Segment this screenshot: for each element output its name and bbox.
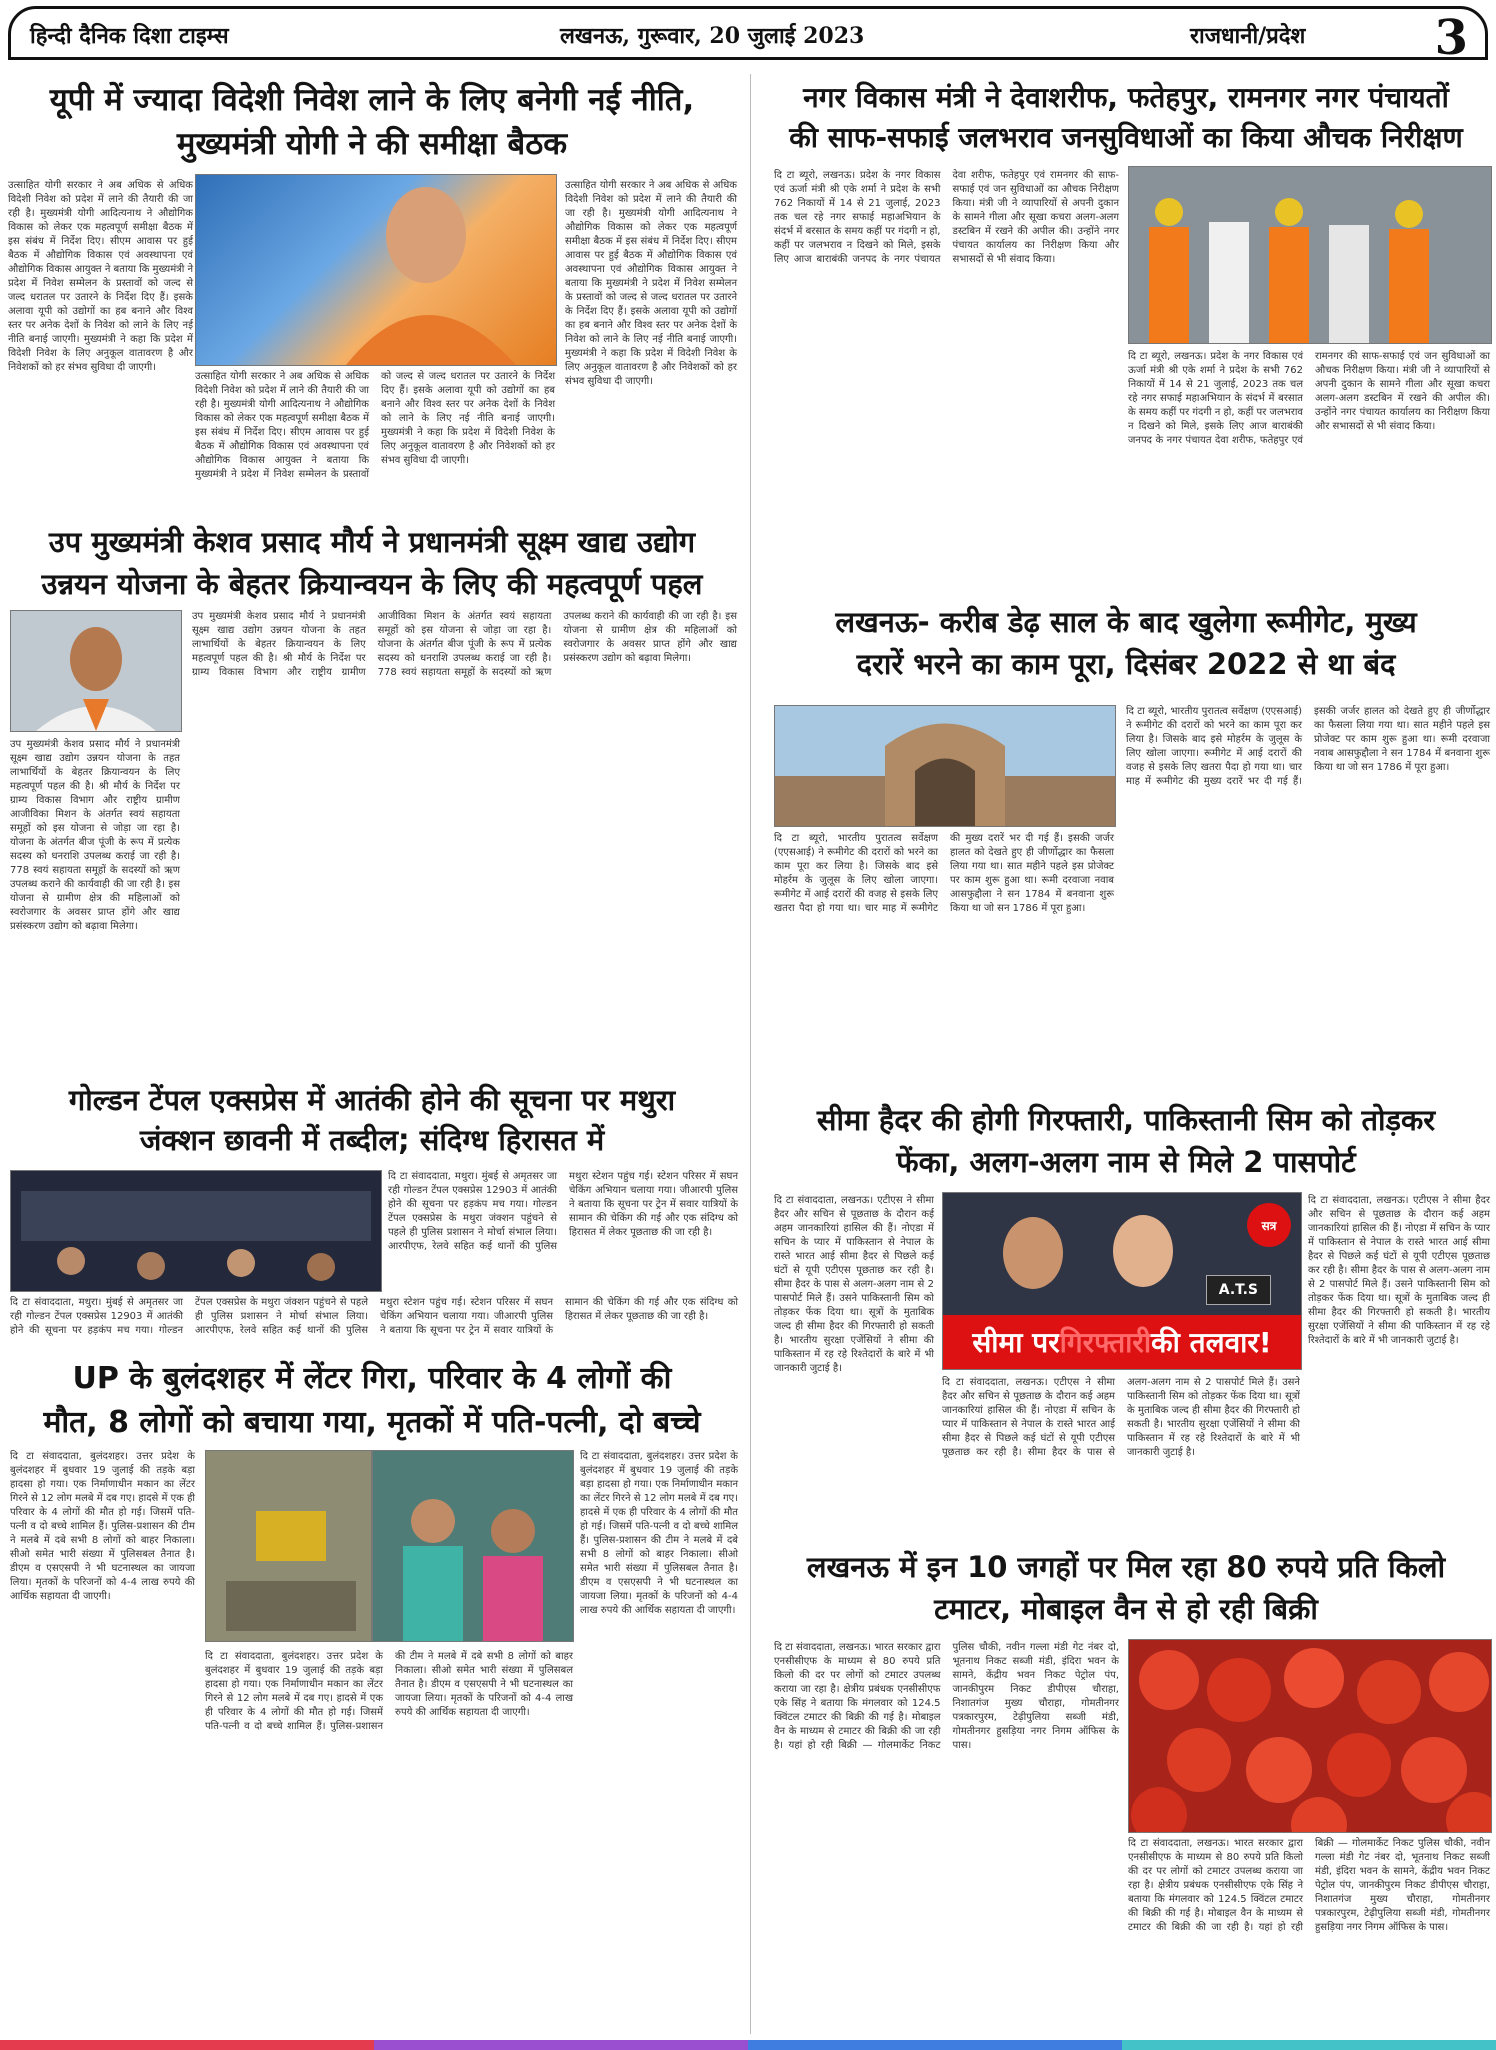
photo-seema-haider (942, 1192, 1302, 1370)
grieving-family-illustration (373, 1451, 573, 1641)
brand-badge: सत्र (1247, 1203, 1291, 1247)
bottom-color-bar (0, 2040, 1496, 2050)
article-body-left: दि टा संवाददाता, लखनऊ। एटीएस ने सीमा हैदर और सचिन से पूछताछ के दौरान कई अहम जानकारियां हासिल की हैं। नोएडा में सचिन के प्यार में पाकिस्तान से नेपाल के रास्ते भारत आई सीमा हैदर से पिछले कई घंटों से यूपी एटीएस पूछताछ कर रही है। सीमा हैदर के पास से अलग-अलग नाम से 2 पासपोर्ट मिले हैं। उसने पाकिस्तानी सिम को तोड़कर फेंक दिया था। सूत्रों के मुताबिक जल्द ही सीमा हैदर की गिरफ्तारी हो सकती है। भारतीय सुरक्षा एजेंसियों ने सीमा की पाकिस्तान में रह रहे रिश्तेदारों के बारे में भी जानकारी जुटाई है। (774, 1195, 934, 1374)
article-bulandshahr (0, 1355, 744, 2040)
article-body-right: दि टा संवाददाता, मथुरा। मुंबई से अमृतसर जा रही गोल्डन टेंपल एक्सप्रेस 12903 में आतंकी होने की सूचना पर हड़कंप मच गया। गोल्डन टेंपल एक्सप्रेस के मथुरा जंक्शन पहुंचने से पहले ही पुलिस प्रशासन ने मोर्चा संभाल लिया। आरपीएफ, रेलवे सहित कई थानों की पुलिस मथुरा स्टेशन पहुंच गई। स्टेशन परिसर में सघन चेकिंग अभियान चलाया गया। जीआरपी पुलिस ने बताया कि सूचना पर ट्रेन में सवार यात्रियों के सामान की चेकिंग की गई और एक संदिग्ध को हिरासत में लेकर पूछताछ की जा रही है। (388, 1171, 738, 1252)
dateline: लखनऊ, गुरूवार, 20 जुलाई 2023 (560, 23, 865, 49)
article-seema-haider (756, 1098, 1496, 1543)
article-body-right: दि टा संवाददाता, बुलंदशहर। उत्तर प्रदेश के बुलंदशहर में बुधवार 19 जुलाई की तड़के बड़ा हादसा हो गया। एक निर्माणाधीन मकान का लेंटर गिरने से 12 लोग मलबे में दब गए। हादसे में एक ही परिवार के 4 लोगों की मौत हो गई। जिसमें पति-पत्नी व दो बच्चे शामिल हैं। पुलिस-प्रशासन की टीम ने मलबे में दबे सभी 8 लोगों को बाहर निकाला। सीओ समेत भारी संख्या में पुलिसबल तैनात है। डीएम व एसएसपी ने भी घटनास्थल का जायजा लिया। मृतकों के परिजनों को 4-4 लाख रुपये की आर्थिक सहायता दी जाएगी। (580, 1451, 738, 1616)
article-body-bottom: दि टा संवाददाता, मथुरा। मुंबई से अमृतसर जा रही गोल्डन टेंपल एक्सप्रेस 12903 में आतंकी होने की सूचना पर हड़कंप मच गया। गोल्डन टेंपल एक्सप्रेस के मथुरा जंक्शन पहुंचने से पहले ही पुलिस प्रशासन ने मोर्चा संभाल लिया। आरपीएफ, रेलवे सहित कई थानों की पुलिस मथुरा स्टेशन पहुंच गई। स्टेशन परिसर में सघन चेकिंग अभियान चलाया गया। जीआरपी पुलिस ने बताया कि सूचना पर ट्रेन में सवार यात्रियों के सामान की चेकिंग की गई और एक संदिग्ध को हिरासत में लेकर पूछताछ की जा रही है। (10, 1297, 738, 1336)
photo-rubble (205, 1450, 372, 1642)
headline-line-2: जंक्शन छावनी में तब्दील; संदिग्ध हिरासत में (139, 1123, 605, 1157)
headline-line-1: सीमा हैदर की होगी गिरफ्तारी, पाकिस्तानी सिम को तोड़कर (816, 1103, 1436, 1137)
paper-name: हिन्दी दैनिक दिशा टाइम्स (30, 23, 229, 49)
rubble-illustration (206, 1451, 371, 1641)
tomatoes-illustration (1129, 1640, 1491, 1832)
page-number: 3 (1434, 10, 1468, 66)
bar-segment-teal (1122, 2040, 1496, 2050)
article-body-right: दि टा संवाददाता, लखनऊ। एटीएस ने सीमा हैदर और सचिन से पूछताछ के दौरान कई अहम जानकारियां हासिल की हैं। नोएडा में सचिन के प्यार में पाकिस्तान से नेपाल के रास्ते भारत आई सीमा हैदर से पिछले कई घंटों से यूपी एटीएस पूछताछ कर रही है। सीमा हैदर के पास से अलग-अलग नाम से 2 पासपोर्ट मिले हैं। उसने पाकिस्तानी सिम को तोड़कर फेंक दिया था। सूत्रों के मुताबिक जल्द ही सीमा हैदर की गिरफ्तारी हो सकती है। भारतीय सुरक्षा एजेंसियों ने सीमा की पाकिस्तान में रह रहे रिश्तेदारों के बारे में भी जानकारी जुटाई है। (1308, 1195, 1490, 1346)
article-maurya (0, 520, 744, 1100)
article-body-right: दि टा ब्यूरो, भारतीय पुरातत्व सर्वेक्षण (एएसआई) ने रूमीगेट की दरारों को भरने का काम पूरा कर लिया है। जिसके बाद इसे मोहर्रम के जुलूस के लिए खोला जाएगा। रूमीगेट में आई दरारों की वजह से इसके लिए खतरा पैदा हो गया था। चार माह में रूमीगेट की मुख्य दरारें भर दी गई हैं। इसकी जर्जर हालत को देखते हुए ही जीर्णोद्धार का फैसला लिया गया था। सात महीने पहले इस प्रोजेक्ट पर काम शुरू हुआ था। रूमी दरवाजा नवाब आसफुद्दौला ने सन 1784 में बनवाना शुरू किया था जो सन 1786 में पूरा हुआ। (1126, 706, 1490, 787)
headline-line-2: मुख्यमंत्री योगी ने की समीक्षा बैठक (176, 126, 568, 162)
headline-line-1: गोल्डन टेंपल एक्सप्रेस में आतंकी होने की सूचना पर मथुरा (68, 1083, 676, 1117)
column-divider (750, 74, 751, 2034)
article-body-right: दि टा ब्यूरो, लखनऊ। प्रदेश के नगर विकास एवं ऊर्जा मंत्री श्री एके शर्मा ने प्रदेश के सभी 762 निकायों में 14 से 21 जुलाई, 2023 तक चल रहे नगर सफाई महाअभियान के संदर्भ में बरसात के समय कहीं पर गंदगी न हो, कहीं पर जलभराव न दिखने को मिले, इसके लिए आज बाराबंकी जनपद के नगर पंचायत देवा शरीफ, फतेहपुर एवं रामनगर की साफ-सफाई एवं जन सुविधाओं का औचक निरीक्षण किया। मंत्री जी ने व्यापारियों से अपनी दुकान के सामने गीला और सूखा कचरा अलग-अलग डस्टबिन में रखने की अपील की। उन्होंने नगर पंचायत कार्यालय का निरीक्षण किया और सभासदों से भी संवाद किया। (1128, 351, 1490, 446)
article-nagar-vikas (756, 74, 1496, 614)
headline-line-2: दरारें भरने का काम पूरा, दिसंबर 2022 से था बंद (856, 647, 1396, 681)
article-body-left: उत्साहित योगी सरकार ने अब अधिक से अधिक विदेशी निवेश को प्रदेश में लाने की तैयारी की जा रही है। मुख्यमंत्री योगी आदित्यनाथ ने औद्योगिक विकास को लेकर एक महत्वपूर्ण समीक्षा बैठक में इस संबंध में निर्देश दिए। सीएम आवास पर हुई बैठक में औद्योगिक विकास एवं अवस्थापना एवं औद्योगिक विकास आयुक्त ने बताया कि मुख्यमंत्री ने प्रदेश में निवेश सम्मेलन के प्रस्तावों को जल्द से जल्द धरातल पर उतारने के निर्देश दिए हैं। इसके अलावा यूपी को उद्योगों का हब बनाने और विश्व स्तर पर अनेक देशों के निवेश को लाने के लिए नई नीति बनाई जाएगी। मुख्यमंत्री ने कहा कि प्रदेश में विदेशी निवेश के लिए अनुकूल वातावरण है और निवेशकों को हर संभव सुविधा दी जाएगी। (8, 180, 194, 373)
article-body-center: उत्साहित योगी सरकार ने अब अधिक से अधिक विदेशी निवेश को प्रदेश में लाने की तैयारी की जा रही है। मुख्यमंत्री योगी आदित्यनाथ ने औद्योगिक विकास को लेकर एक महत्वपूर्ण समीक्षा बैठक में इस संबंध में निर्देश दिए। सीएम आवास पर हुई बैठक में औद्योगिक विकास एवं अवस्थापना एवं औद्योगिक विकास आयुक्त ने बताया कि मुख्यमंत्री ने प्रदेश में निवेश सम्मेलन के प्रस्तावों को जल्द से जल्द धरातल पर उतारने के निर्देश दिए हैं। इसके अलावा यूपी को उद्योगों का हब बनाने और विश्व स्तर पर अनेक देशों के निवेश को लाने के लिए नई नीति बनाई जाएगी। मुख्यमंत्री ने कहा कि प्रदेश में विदेशी निवेश के लिए अनुकूल वातावरण है और निवेशकों को हर संभव सुविधा दी जाएगी। (195, 371, 555, 480)
article-body-center: दि टा संवाददाता, बुलंदशहर। उत्तर प्रदेश के बुलंदशहर में बुधवार 19 जुलाई की तड़के बड़ा हादसा हो गया। एक निर्माणाधीन मकान का लेंटर गिरने से 12 लोग मलबे में दब गए। हादसे में एक ही परिवार के 4 लोगों की मौत हो गई। जिसमें पति-पत्नी व दो बच्चे शामिल हैं। पुलिस-प्रशासन की टीम ने मलबे में दबे सभी 8 लोगों को बाहर निकाला। सीओ समेत भारी संख्या में पुलिसबल तैनात है। डीएम व एसएसपी ने भी घटनास्थल का जायजा लिया। मृतकों के परिजनों को 4-4 लाख रुपये की आर्थिक सहायता दी जाएगी। (205, 1651, 573, 1732)
headline-line-1: लखनऊ में इन 10 जगहों पर मिल रहा 80 रुपये प्रति किलो (806, 1550, 1446, 1584)
rumi-gate-illustration (775, 706, 1115, 826)
headline-line-2: मौत, 8 लोगों को बचाया गया, मृतकों में पति-पत्नी, दो बच्चे (43, 1405, 701, 1440)
headline-line-1: लखनऊ- करीब डेढ़ साल के बाद खुलेगा रूमीगेट, मुख्य (835, 605, 1417, 639)
article-body-left: दि टा संवाददाता, लखनऊ। भारत सरकार द्वारा एनसीसीएफ के माध्यम से 80 रुपये प्रति किलो की दर पर लोगों को टमाटर उपलब्ध कराया जा रहा है। क्षेत्रीय प्रबंधक एनसीसीएफ एके सिंह ने बताया कि मंगलवार को 124.5 क्विंटल टमाटर की बिक्री की गई है। मोबाइल वैन के माध्यम से टमाटर की बिक्री की जा रही है। यहां हो रही बिक्री — गोलमार्केट निकट पुलिस चौकी, नवीन गल्ला मंडी गेट नंबर दो, भूतनाथ निकट सब्जी मंडी, इंदिरा भवन के सामने, केंद्रीय भवन निकट पेट्रोल पंप, जानकीपुरम निकट डीपीएस चौराहा, निशातगंज मुख्य चौराहा, गोमतीनगर पत्रकारपुरम, टेढ़ीपुलिया सब्जी मंडी, गोमतीनगर हुसड़िया नगर निगम ऑफिस के पास। (774, 1642, 1119, 1751)
photo-rumi-gate (774, 705, 1116, 827)
article-tomato (756, 1545, 1496, 2040)
photo-maurya (10, 610, 182, 732)
section-name: राजधानी/प्रदेश (1190, 23, 1306, 49)
photo-yogi (195, 174, 557, 366)
bar-segment-blue (748, 2040, 1122, 2050)
photo-family (372, 1450, 574, 1642)
masthead (0, 0, 1496, 66)
article-golden-temple (0, 1078, 744, 1348)
banner-text-2: गिरफ्तारी (1059, 1326, 1152, 1359)
headline-line-2: की साफ-सफाई जलभराव जनसुविधाओं का किया औचक निरीक्षण (789, 121, 1463, 154)
bar-segment-purple (374, 2040, 748, 2050)
headline-line-2: फेंका, अलग-अलग नाम से मिले 2 पासपोर्ट (896, 1145, 1356, 1179)
bar-segment-red (0, 2040, 374, 2050)
banner-text-3: की तलवार! (1151, 1326, 1272, 1359)
image-banner (943, 1315, 1301, 1369)
article-body-left: दि टा ब्यूरो, लखनऊ। प्रदेश के नगर विकास एवं ऊर्जा मंत्री श्री एके शर्मा ने प्रदेश के सभी 762 निकायों में 14 से 21 जुलाई, 2023 तक चल रहे नगर सफाई महाअभियान के संदर्भ में बरसात के समय कहीं पर गंदगी न हो, कहीं पर जलभराव न दिखने को मिले, इसके लिए आज बाराबंकी जनपद के नगर पंचायत देवा शरीफ, फतेहपुर एवं रामनगर की साफ-सफाई एवं जन सुविधाओं का औचक निरीक्षण किया। मंत्री जी ने व्यापारियों से अपनी दुकान के सामने गीला और सूखा कचरा अलग-अलग डस्टबिन में रखने की अपील की। उन्होंने नगर पंचायत कार्यालय का निरीक्षण किया और सभासदों से भी संवाद किया। (774, 170, 1119, 265)
article-body-center: दि टा संवाददाता, लखनऊ। एटीएस ने सीमा हैदर और सचिन से पूछताछ के दौरान कई अहम जानकारियां हासिल की हैं। नोएडा में सचिन के प्यार में पाकिस्तान से नेपाल के रास्ते भारत आई सीमा हैदर से पिछले कई घंटों से यूपी एटीएस पूछताछ कर रही है। सीमा हैदर के पास से अलग-अलग नाम से 2 पासपोर्ट मिले हैं। उसने पाकिस्तानी सिम को तोड़कर फेंक दिया था। सूत्रों के मुताबिक जल्द ही सीमा हैदर की गिरफ्तारी हो सकती है। भारतीय सुरक्षा एजेंसियों ने सीमा की पाकिस्तान में रह रहे रिश्तेदारों के बारे में भी जानकारी जुटाई है। (942, 1377, 1300, 1458)
article-investment (0, 74, 744, 514)
headline-line-1: नगर विकास मंत्री ने देवाशरीफ, फतेहपुर, रामनगर नगर पंचायतों (803, 81, 1449, 114)
ats-tag: A.T.S (1206, 1275, 1271, 1305)
article-body-left: दि टा ब्यूरो, भारतीय पुरातत्व सर्वेक्षण (एएसआई) ने रूमीगेट की दरारों को भरने का काम पूरा कर लिया है। जिसके बाद इसे मोहर्रम के जुलूस के लिए खोला जाएगा। रूमीगेट में आई दरारों की वजह से इसके लिए खतरा पैदा हो गया था। चार माह में रूमीगेट की मुख्य दरारें भर दी गई हैं। इसकी जर्जर हालत को देखते हुए ही जीर्णोद्धार का फैसला लिया गया था। सात महीने पहले इस प्रोजेक्ट पर काम शुरू हुआ था। रूमी दरवाजा नवाब आसफुद्दौला ने सन 1784 में बनवाना शुरू किया था जो सन 1786 में पूरा हुआ। (774, 833, 1114, 914)
photo-train (10, 1170, 382, 1292)
headline-line-1: UP के बुलंदशहर में लेंटर गिरा, परिवार के 4 लोगों की (72, 1361, 672, 1396)
headline-line-1: उप मुख्यमंत्री केशव प्रसाद मौर्य ने प्रधानमंत्री सूक्ष्म खाद्य उद्योग (48, 525, 696, 559)
article-body-right: उत्साहित योगी सरकार ने अब अधिक से अधिक विदेशी निवेश को प्रदेश में लाने की तैयारी की जा रही है। मुख्यमंत्री योगी आदित्यनाथ ने औद्योगिक विकास को लेकर एक महत्वपूर्ण समीक्षा बैठक में इस संबंध में निर्देश दिए। सीएम आवास पर हुई बैठक में औद्योगिक विकास एवं अवस्थापना एवं औद्योगिक विकास आयुक्त ने बताया कि मुख्यमंत्री ने प्रदेश में निवेश सम्मेलन के प्रस्तावों को जल्द से जल्द धरातल पर उतारने के निर्देश दिए हैं। इसके अलावा यूपी को उद्योगों का हब बनाने और विश्व स्तर पर अनेक देशों के निवेश को लाने के लिए नई नीति बनाई जाएगी। मुख्यमंत्री ने कहा कि प्रदेश में विदेशी निवेश के लिए अनुकूल वातावरण है और निवेशकों को हर संभव सुविधा दी जाएगी। (565, 180, 737, 387)
portrait-illustration (196, 175, 556, 365)
photo-tomatoes (1128, 1639, 1492, 1833)
photo-inspection (1128, 166, 1492, 344)
article-body-left: दि टा संवाददाता, बुलंदशहर। उत्तर प्रदेश के बुलंदशहर में बुधवार 19 जुलाई की तड़के बड़ा हादसा हो गया। एक निर्माणाधीन मकान का लेंटर गिरने से 12 लोग मलबे में दब गए। हादसे में एक ही परिवार के 4 लोगों की मौत हो गई। जिसमें पति-पत्नी व दो बच्चे शामिल हैं। पुलिस-प्रशासन की टीम ने मलबे में दबे सभी 8 लोगों को बाहर निकाला। सीओ समेत भारी संख्या में पुलिसबल तैनात है। डीएम व एसएसपी ने भी घटनास्थल का जायजा लिया। मृतकों के परिजनों को 4-4 लाख रुपये की आर्थिक सहायता दी जाएगी। (10, 1451, 195, 1602)
headline-line-2: उन्नयन योजना के बेहतर क्रियान्वयन के लिए की महत्वपूर्ण पहल (41, 567, 703, 601)
headline-line-2: टमाटर, मोबाइल वैन से हो रही बिक्री (934, 1592, 1318, 1626)
article-body-main: उप मुख्यमंत्री केशव प्रसाद मौर्य ने प्रधानमंत्री सूक्ष्म खाद्य उद्योग उन्नयन योजना के तहत लाभार्थियों के बेहतर क्रियान्वयन के लिए महत्वपूर्ण पहल की है। श्री मौर्य के निर्देश पर ग्राम्य विकास विभाग और राष्ट्रीय ग्रामीण आजीविका मिशन के अंतर्गत स्वयं सहायता समूहों को इस योजना से जोड़ा जा रहा है। योजना के अंतर्गत बीज पूंजी के रूप में प्रत्येक सदस्य को धनराशि उपलब्ध कराई जा रही है। 778 स्वयं सहायता समूहों के सदस्यों को ऋण उपलब्ध कराने की कार्यवाही की जा रही है। इस योजना से ग्रामीण क्षेत्र की महिलाओं को स्वरोजगार के अवसर प्राप्त होंगे और खाद्य प्रसंस्करण उद्योग को बढ़ावा मिलेगा। (192, 611, 737, 678)
portrait-illustration (11, 611, 181, 731)
article-body-right: दि टा संवाददाता, लखनऊ। भारत सरकार द्वारा एनसीसीएफ के माध्यम से 80 रुपये प्रति किलो की दर पर लोगों को टमाटर उपलब्ध कराया जा रहा है। क्षेत्रीय प्रबंधक एनसीसीएफ एके सिंह ने बताया कि मंगलवार को 124.5 क्विंटल टमाटर की बिक्री की गई है। मोबाइल वैन के माध्यम से टमाटर की बिक्री की जा रही है। यहां हो रही बिक्री — गोलमार्केट निकट पुलिस चौकी, नवीन गल्ला मंडी गेट नंबर दो, भूतनाथ निकट सब्जी मंडी, इंदिरा भवन के सामने, केंद्रीय भवन निकट पेट्रोल पंप, जानकीपुरम निकट डीपीएस चौराहा, निशातगंज मुख्य चौराहा, गोमतीनगर पत्रकारपुरम, टेढ़ीपुलिया सब्जी मंडी, गोमतीनगर हुसड़िया नगर निगम ऑफिस के पास। (1128, 1838, 1490, 1933)
inspection-crowd-illustration (1129, 167, 1491, 343)
train-scene-illustration (11, 1171, 381, 1291)
banner-text-1: सीमा पर (972, 1326, 1060, 1359)
headline-line-1: यूपी में ज्यादा विदेशी निवेश लाने के लिए बनेगी नई नीति, (49, 82, 695, 118)
article-rumi-gate (756, 600, 1496, 1100)
article-body-left: उप मुख्यमंत्री केशव प्रसाद मौर्य ने प्रधानमंत्री सूक्ष्म खाद्य उद्योग उन्नयन योजना के तहत लाभार्थियों के बेहतर क्रियान्वयन के लिए महत्वपूर्ण पहल की है। श्री मौर्य के निर्देश पर ग्राम्य विकास विभाग और राष्ट्रीय ग्रामीण आजीविका मिशन के अंतर्गत स्वयं सहायता समूहों को इस योजना से जोड़ा जा रहा है। योजना के अंतर्गत बीज पूंजी के रूप में प्रत्येक सदस्य को धनराशि उपलब्ध कराई जा रही है। 778 स्वयं सहायता समूहों के सदस्यों को ऋण उपलब्ध कराने की कार्यवाही की जा रही है। इस योजना से ग्रामीण क्षेत्र की महिलाओं को स्वरोजगार के अवसर प्राप्त होंगे और खाद्य प्रसंस्करण उद्योग को बढ़ावा मिलेगा। (10, 739, 180, 932)
